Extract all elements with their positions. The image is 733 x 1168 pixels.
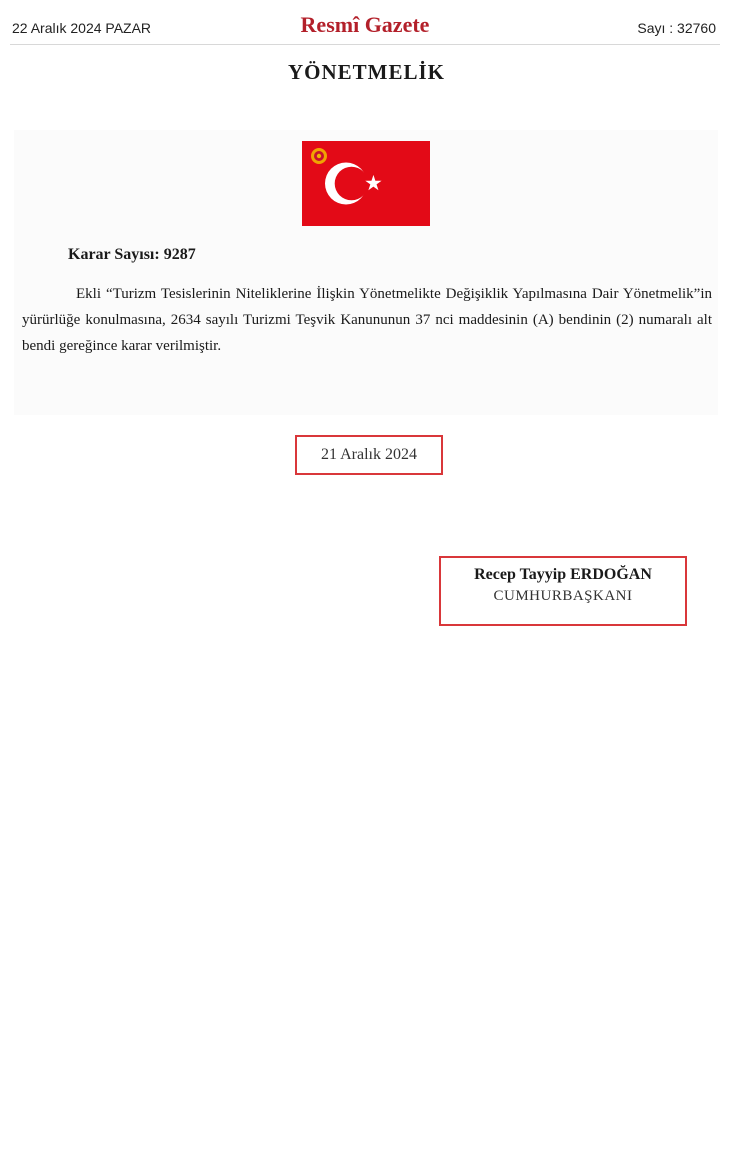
signatory-title: CUMHURBAŞKANI: [493, 588, 633, 604]
header-date: 22 Aralık 2024 PAZAR: [12, 20, 152, 36]
document-type-heading: YÖNETMELİK: [287, 60, 446, 84]
turkish-flag-icon: [302, 141, 430, 226]
decision-number: Karar Sayısı: 9287: [68, 246, 196, 263]
decision-date-text: 21 Aralık 2024: [321, 446, 417, 463]
gazette-header: [10, 10, 720, 45]
signature-block: [439, 556, 687, 626]
decision-paragraph: Ekli “Turizm Tesislerinin Niteliklerine İlişkin Yönetmelikte Değişiklik Yapılmasına Dair Yönetmelik”in yürürlüğe konulmasına, 2634 sayılı Turizmi Teşvik Kanununun 37 nci maddesinin (A) bendinin (2) numaralı alt bendi gereğince karar verilmiştir.: [22, 286, 712, 354]
decision-date: [295, 435, 443, 475]
issue-number: Sayı : 32760: [637, 20, 716, 36]
presidential-emblem-icon: [311, 148, 327, 164]
gazette-title: Resmî Gazete: [300, 12, 430, 37]
signatory-name: Recep Tayyip ERDOĞAN: [474, 566, 652, 583]
turkish-flag-icon: [302, 141, 430, 226]
